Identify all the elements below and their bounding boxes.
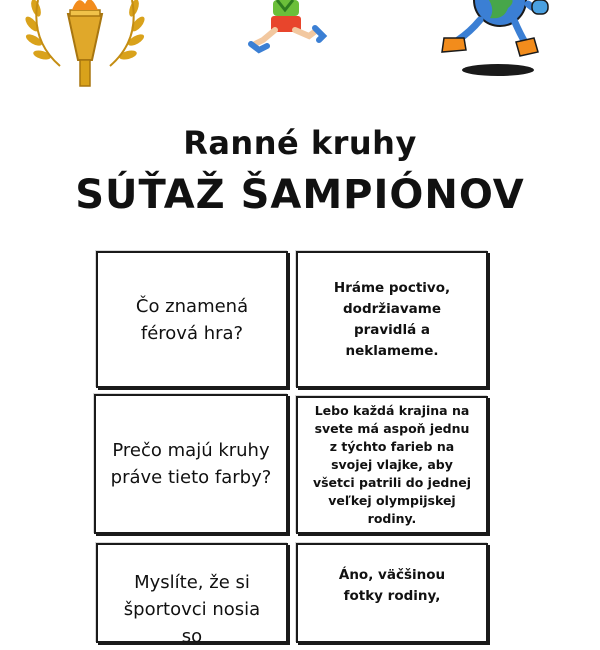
answer-card [296, 396, 488, 534]
answer-card [296, 543, 488, 643]
page-title: SÚŤAŽ ŠAMPIÓNOV [75, 172, 525, 218]
answer-text: Lebo každá krajina na svete má aspoň jednu z týchto farieb na svojej vlajke, aby všetci patrili do jednej veľkej olympijskej rodiny. [312, 403, 472, 526]
answer-text: Hráme poctivo, dodržiavame pravidlá a neklameme. [333, 279, 451, 359]
question-card [96, 251, 288, 388]
question-card [94, 394, 288, 534]
torch-laurel-icon [20, 0, 150, 92]
question-text: Myslíte, že si športovci nosia so [123, 572, 261, 647]
question-text: Čo znamená férová hra? [135, 295, 249, 344]
question-text: Prečo majú kruhy práve tieto farby? [110, 440, 272, 488]
question-card [96, 543, 288, 647]
answer-text: Áno, väčšinou fotky rodiny, [338, 567, 446, 604]
page-subtitle: Ranné kruhy [183, 124, 417, 162]
answer-card [296, 251, 488, 388]
running-earth-icon [430, 0, 560, 78]
running-child-icon [245, 0, 335, 62]
